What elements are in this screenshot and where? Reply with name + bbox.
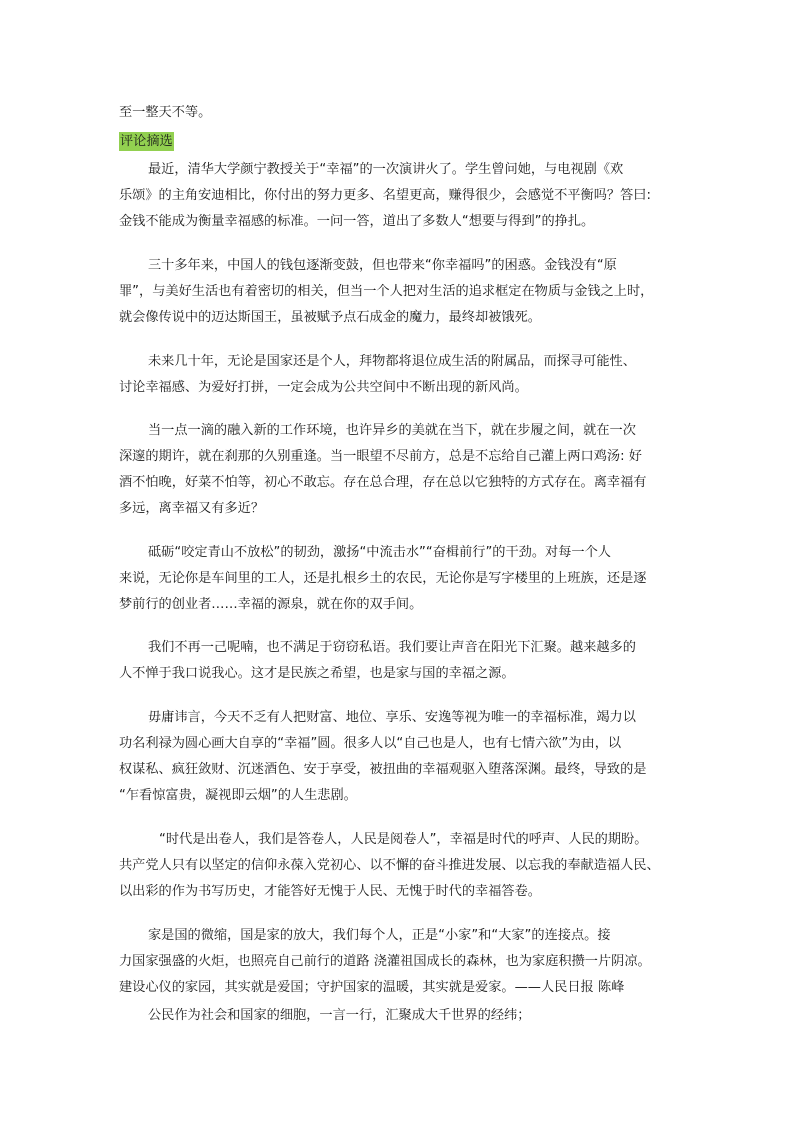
paragraph-line: 公民作为社会和国家的细胞，一言一行，汇聚成大千世界的经纬；: [148, 1008, 531, 1023]
paragraph-line: “时代是出卷人，我们是答卷人，人民是阅卷人”，幸福是时代的呼声、人民的期盼。: [159, 832, 648, 847]
paragraph-line: 以出彩的作为书写历史，才能答好无愧于人民、无愧于时代的幸福答卷。: [119, 884, 541, 899]
paragraph-line: 权谋私、疯狂敛财、沉迷酒色、安于享受，被扭曲的幸福观驱入堕落深渊。最终，导致的是: [119, 762, 647, 777]
paragraph-line: 罪”，与美好生活也有着密切的相关，但当一个人把对生活的追求框定在物质与金钱之上时，: [119, 284, 654, 299]
paragraph-line: “乍看惊富贵，凝视即云烟”的人生悲剧。: [119, 788, 357, 803]
paragraph-line: 深邃的期许，就在刹那的久别重逢。当一眼望不尽前方，总是不忘给自己灌上两口鸡汤: 好: [119, 449, 642, 464]
paragraph-line: 来说，无论你是车间里的工人，还是扎根乡土的农民，无论你是写字楼里的上班族，还是逐: [119, 571, 647, 586]
section-heading: 评论摘选: [120, 134, 173, 149]
paragraph-line: 功名利禄为圆心画大自享的“幸福”圆。很多人以“自己也是人，也有七情六欲”为由，以: [119, 736, 622, 751]
paragraph-line: 三十多年来，中国人的钱包逐渐变鼓，但也带来“你幸福吗”的困惑。金钱没有“原: [148, 258, 617, 273]
paragraph-line: 家是国的微缩，国是家的放大，我们每个人，正是“小家”和“大家”的连接点。接: [148, 928, 611, 943]
paragraph-line: 建设心仪的家园，其实就是爱国；守护国家的温暖，其实就是爱家。——人民日报 陈峰: [119, 980, 625, 995]
paragraph-line: 多远，离幸福又有多近？: [119, 501, 265, 516]
paragraph-line: 当一点一滴的融入新的工作环境，也许异乡的美就在当下，就在步履之间，就在一次: [148, 423, 636, 438]
paragraph-line: 未来几十年，无论是国家还是个人，拜物都将退位成生活的附属品，而探寻可能性、: [148, 354, 636, 369]
paragraph-line: 最近，清华大学颜宁教授关于“幸福”的一次演讲火了。学生曾问她，与电视剧《欢: [148, 162, 624, 177]
lead-line: 至一整天不等。: [119, 105, 212, 120]
paragraph-line: 酒不怕晚，好菜不怕等，初心不敢忘。存在总合理，存在总以它独特的方式存在。离幸福有: [119, 475, 647, 490]
paragraph-line: 讨论幸福感、为爱好打拼，一定会成为公共空间中不断出现的新风尚。: [119, 380, 528, 395]
paragraph-line: 乐颂》的主角安迪相比，你付出的努力更多、名望更高，赚得很少，会感觉不平衡吗？答曰:: [119, 188, 651, 203]
paragraph-line: 人不惮于我口说我心。这才是民族之希望，也是家与国的幸福之源。: [119, 666, 515, 681]
paragraph-line: 毋庸讳言，今天不乏有人把财富、地位、享乐、安逸等视为唯一的幸福标准，竭力以: [148, 710, 636, 725]
paragraph-line: 我们不再一己呢喃，也不满足于窃窃私语。我们要让声音在阳光下汇聚。越来越多的: [148, 640, 636, 655]
paragraph-line: 梦前行的创业者……幸福的源泉，就在你的双手间。: [119, 597, 423, 612]
paragraph-line: 共产党人只有以坚定的信仰永葆入党初心、以不懈的奋斗推进发展、以忘我的奉献造福人民、: [119, 858, 660, 873]
paragraph-line: 砥砺“咬定青山不放松”的韧劲，激扬“中流击水”“奋楫前行”的干劲。对每一个人: [148, 545, 611, 560]
paragraph-line: 金钱不能成为衡量幸福感的标准。一问一答，道出了多数人“想要与得到”的挣扎。: [119, 214, 595, 229]
paragraph-line: 力国家强盛的火炬，也照亮自己前行的道路 浇灌祖国成长的森林，也为家庭积攒一片阴凉。: [119, 954, 651, 969]
paragraph-line: 就会像传说中的迈达斯国王，虽被赋予点石成金的魔力，最终却被饿死。: [119, 310, 541, 325]
